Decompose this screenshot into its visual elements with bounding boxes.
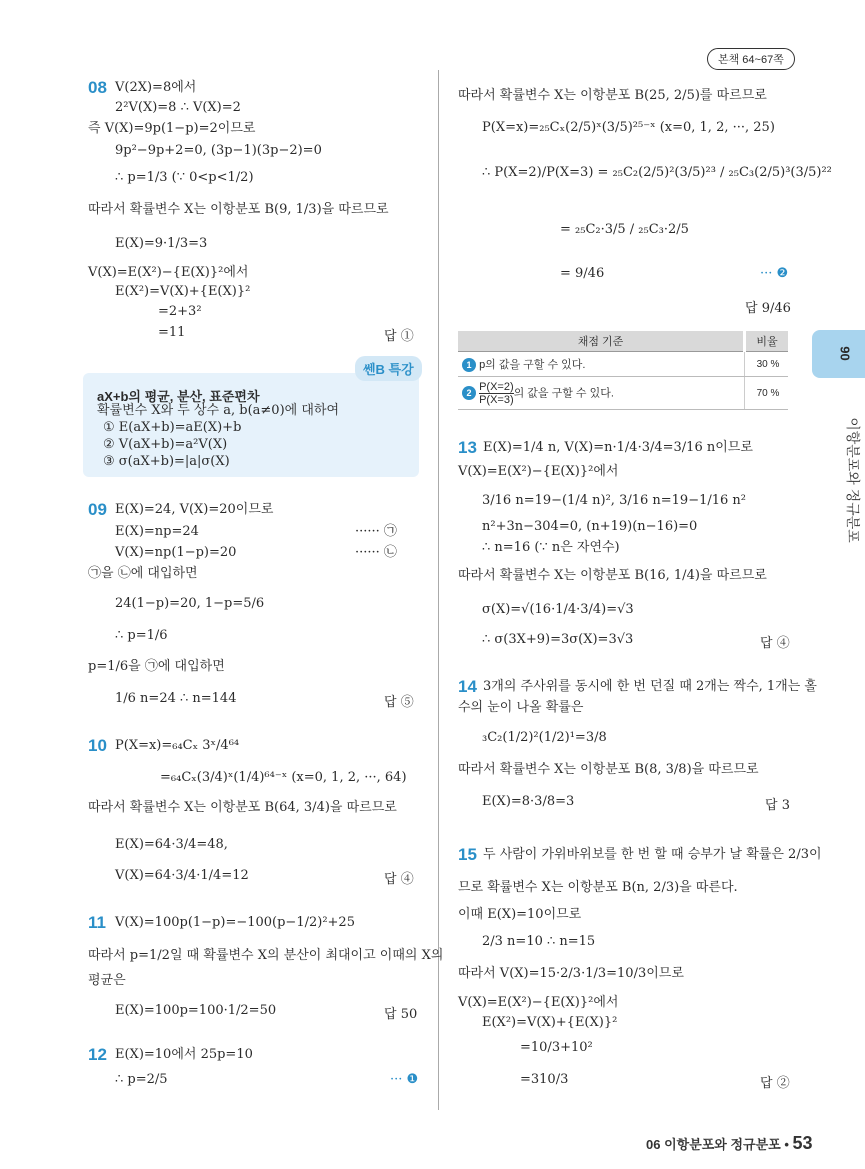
p10-line: P(X=x)=₆₄Cₓ 3ˣ/4⁶⁴ (115, 738, 240, 753)
p12-line: 따라서 확률변수 X는 이항분포 B(25, 2/5)를 따르므로 (458, 88, 767, 103)
p08-line: V(2X)=8에서 (115, 80, 197, 95)
p08-line: =2+3² (158, 304, 202, 319)
problem-number-15: 15 (458, 845, 477, 864)
special-note-intro: 확률변수 X와 두 상수 a, b(a≠0)에 대하여 (97, 403, 340, 418)
grading-table (458, 331, 788, 410)
special-note-title: aX+b의 평균, 분산, 표준편차 (97, 389, 260, 404)
p12-line: = 9/46 (560, 266, 605, 281)
p13-line: σ(X)=√(16·1/4·3/4)=√3 (482, 602, 634, 617)
p13-line: ∴ n=16 (∵ n은 자연수) (482, 540, 620, 555)
p13-line: V(X)=E(X²)−{E(X)}²에서 (458, 464, 619, 479)
grading-header-ratio: 비율 (745, 331, 789, 352)
problem-number-10: 10 (88, 736, 107, 755)
p10-answer: 답 ④ (384, 872, 414, 887)
p08-line: =11 (158, 325, 186, 340)
problem-number-11: 11 (88, 913, 106, 932)
p12-line: ∴ p=2/5 (115, 1072, 168, 1087)
chapter-side-title: 이항분포와 정규분포 (844, 417, 861, 543)
p08-line: E(X²)=V(X)+{E(X)}² (115, 284, 251, 299)
p12-line: = ₂₅C₂·3/5 / ₂₅C₃·2/5 (560, 222, 689, 237)
special-note-item: ② V(aX+b)=a²V(X) (103, 437, 228, 452)
p09-line: p=1/6을 ㉠에 대입하면 (88, 659, 225, 674)
p12-answer: 답 9/46 (745, 301, 791, 316)
p09-line: ㉠을 ㉡에 대입하면 (88, 566, 198, 581)
p08-line: 즉 V(X)=9p(1−p)=2이므로 (88, 121, 256, 136)
p09-answer: 답 ⑤ (384, 695, 414, 710)
p08-line: 9p²−9p+2=0, (3p−1)(3p−2)=0 (115, 143, 322, 158)
p09-line: E(X)=np=24 (115, 524, 199, 539)
special-note-item: ③ σ(aX+b)=|a|σ(X) (103, 454, 230, 469)
page-footer (646, 1133, 813, 1154)
p11-answer: 답 50 (384, 1007, 418, 1022)
p14-line: 3개의 주사위를 동시에 한 번 던질 때 2개는 짝수, 1개는 홀 (483, 679, 817, 694)
p09-line: E(X)=24, V(X)=20이므로 (115, 502, 274, 517)
table-row (458, 352, 788, 377)
p15-line: 이때 E(X)=10이므로 (458, 907, 582, 922)
p12-line: ∴ P(X=2)/P(X=3) = ₂₅C₂(2/5)²(3/5)²³ / ₂₅C₃(2/5)³(3/5)²² (482, 165, 832, 180)
problem-number-09: 09 (88, 500, 107, 519)
grading-ratio-2: 70 % (745, 377, 789, 410)
p12-step-marker: ··· ❷ (760, 266, 789, 281)
p12-line: P(X=x)=₂₅Cₓ(2/5)ˣ(3/5)²⁵⁻ˣ (x=0, 1, 2, ···, 25) (482, 120, 775, 135)
p12-step-marker: ··· ❶ (390, 1072, 419, 1087)
p08-line: V(X)=E(X²)−{E(X)}²에서 (88, 265, 249, 280)
page-number: 53 (792, 1133, 813, 1153)
p10-line: V(X)=64·3/4·1/4=12 (115, 868, 249, 883)
p08-answer: 답 ① (384, 329, 414, 344)
p13-line: 따라서 확률변수 X는 이항분포 B(16, 1/4)을 따르므로 (458, 568, 767, 583)
p08-line: 2²V(X)=8 ∴ V(X)=2 (115, 100, 241, 115)
p08-line: 따라서 확률변수 X는 이항분포 B(9, 1/3)을 따르므로 (88, 202, 389, 217)
p10-line: 따라서 확률변수 X는 이항분포 B(64, 3/4)을 따르므로 (88, 800, 397, 815)
p09-marker: ······ ㉠ (355, 524, 397, 539)
p14-answer: 답 3 (765, 798, 790, 813)
p10-line: E(X)=64·3/4=48, (115, 837, 228, 852)
step-2-badge: 2 (462, 386, 476, 400)
p15-line: E(X²)=V(X)+{E(X)}² (482, 1015, 618, 1030)
p14-line: 수의 눈이 나올 확률은 (458, 700, 584, 715)
problem-number-12: 12 (88, 1045, 107, 1064)
grading-criteria-2: 의 값을 구할 수 있다. (513, 386, 614, 399)
p15-line: =10/3+10² (520, 1040, 593, 1055)
p13-line: 3/16 n=19−(1/4 n)², 3/16 n=19−1/16 n² (482, 493, 747, 508)
p13-line: ∴ σ(3X+9)=3σ(X)=3√3 (482, 632, 634, 647)
p09-line: ∴ p=1/6 (115, 628, 168, 643)
p14-line: ₃C₂(1/2)²(1/2)¹=3/8 (482, 730, 607, 745)
p13-line: E(X)=1/4 n, V(X)=n·1/4·3/4=3/16 n이므로 (483, 440, 753, 455)
p13-line: n²+3n−304=0, (n+19)(n−16)=0 (482, 519, 698, 534)
p11-line: E(X)=100p=100·1/2=50 (115, 1003, 277, 1018)
p08-line: ∴ p=1/3 (∵ 0<p<1/2) (115, 170, 254, 185)
p15-line: =310/3 (520, 1072, 569, 1087)
page-range-badge: 본책 64~67쪽 (707, 48, 795, 70)
p14-line: E(X)=8·3/8=3 (482, 794, 575, 809)
grading-criteria-1: p의 값을 구할 수 있다. (479, 359, 586, 371)
p15-line: 따라서 V(X)=15·2/3·1/3=10/3이므로 (458, 966, 684, 981)
special-note-item: ① E(aX+b)=aE(X)+b (103, 420, 242, 435)
probability-ratio-fraction: $\frac{P(X=2)}{P(X=3)}$ (479, 380, 514, 406)
p11-line: V(X)=100p(1−p)=−100(p−1/2)²+25 (115, 915, 355, 930)
problem-number-08: 08 (88, 78, 107, 97)
problem-number-13: 13 (458, 438, 477, 457)
p15-line: 므로 확률변수 X는 이항분포 B(n, 2/3)을 따른다. (458, 880, 738, 895)
table-row (458, 377, 788, 410)
problem-number-14: 14 (458, 677, 477, 696)
grading-header-criteria: 채점 기준 (458, 331, 745, 352)
step-1-badge: 1 (462, 358, 476, 372)
p09-line: 24(1−p)=20, 1−p=5/6 (115, 596, 265, 611)
p15-line: V(X)=E(X²)−{E(X)}²에서 (458, 995, 619, 1010)
p13-answer: 답 ④ (760, 636, 790, 651)
chapter-tab-number: 90 (837, 346, 853, 361)
p10-line: =₆₄Cₓ(3/4)ˣ(1/4)⁶⁴⁻ˣ (x=0, 1, 2, ···, 64) (160, 770, 407, 785)
p09-line: V(X)=np(1−p)=20 (115, 545, 237, 560)
footer-separator: • (784, 1137, 789, 1152)
grading-ratio-1: 30 % (745, 352, 789, 377)
p15-line: 2/3 n=10 ∴ n=15 (482, 934, 596, 949)
p11-line: 평균은 (88, 973, 126, 988)
p12-line: E(X)=10에서 25p=10 (115, 1047, 253, 1062)
p15-line: 두 사람이 가위바위보를 한 번 할 때 승부가 날 확률은 2/3이 (483, 847, 822, 862)
p15-answer: 답 ② (760, 1076, 790, 1091)
footer-chapter: 06 이항분포와 정규분포 (646, 1137, 781, 1152)
p09-marker: ······ ㉡ (355, 545, 397, 560)
special-note-tag: 쎈B 특강 (355, 356, 422, 381)
p09-line: 1/6 n=24 ∴ n=144 (115, 691, 237, 706)
p11-line: 따라서 p=1/2일 때 확률변수 X의 분산이 최대이고 이때의 X의 (88, 948, 444, 963)
p08-line: E(X)=9·1/3=3 (115, 236, 208, 251)
p14-line: 따라서 확률변수 X는 이항분포 B(8, 3/8)을 따르므로 (458, 762, 759, 777)
